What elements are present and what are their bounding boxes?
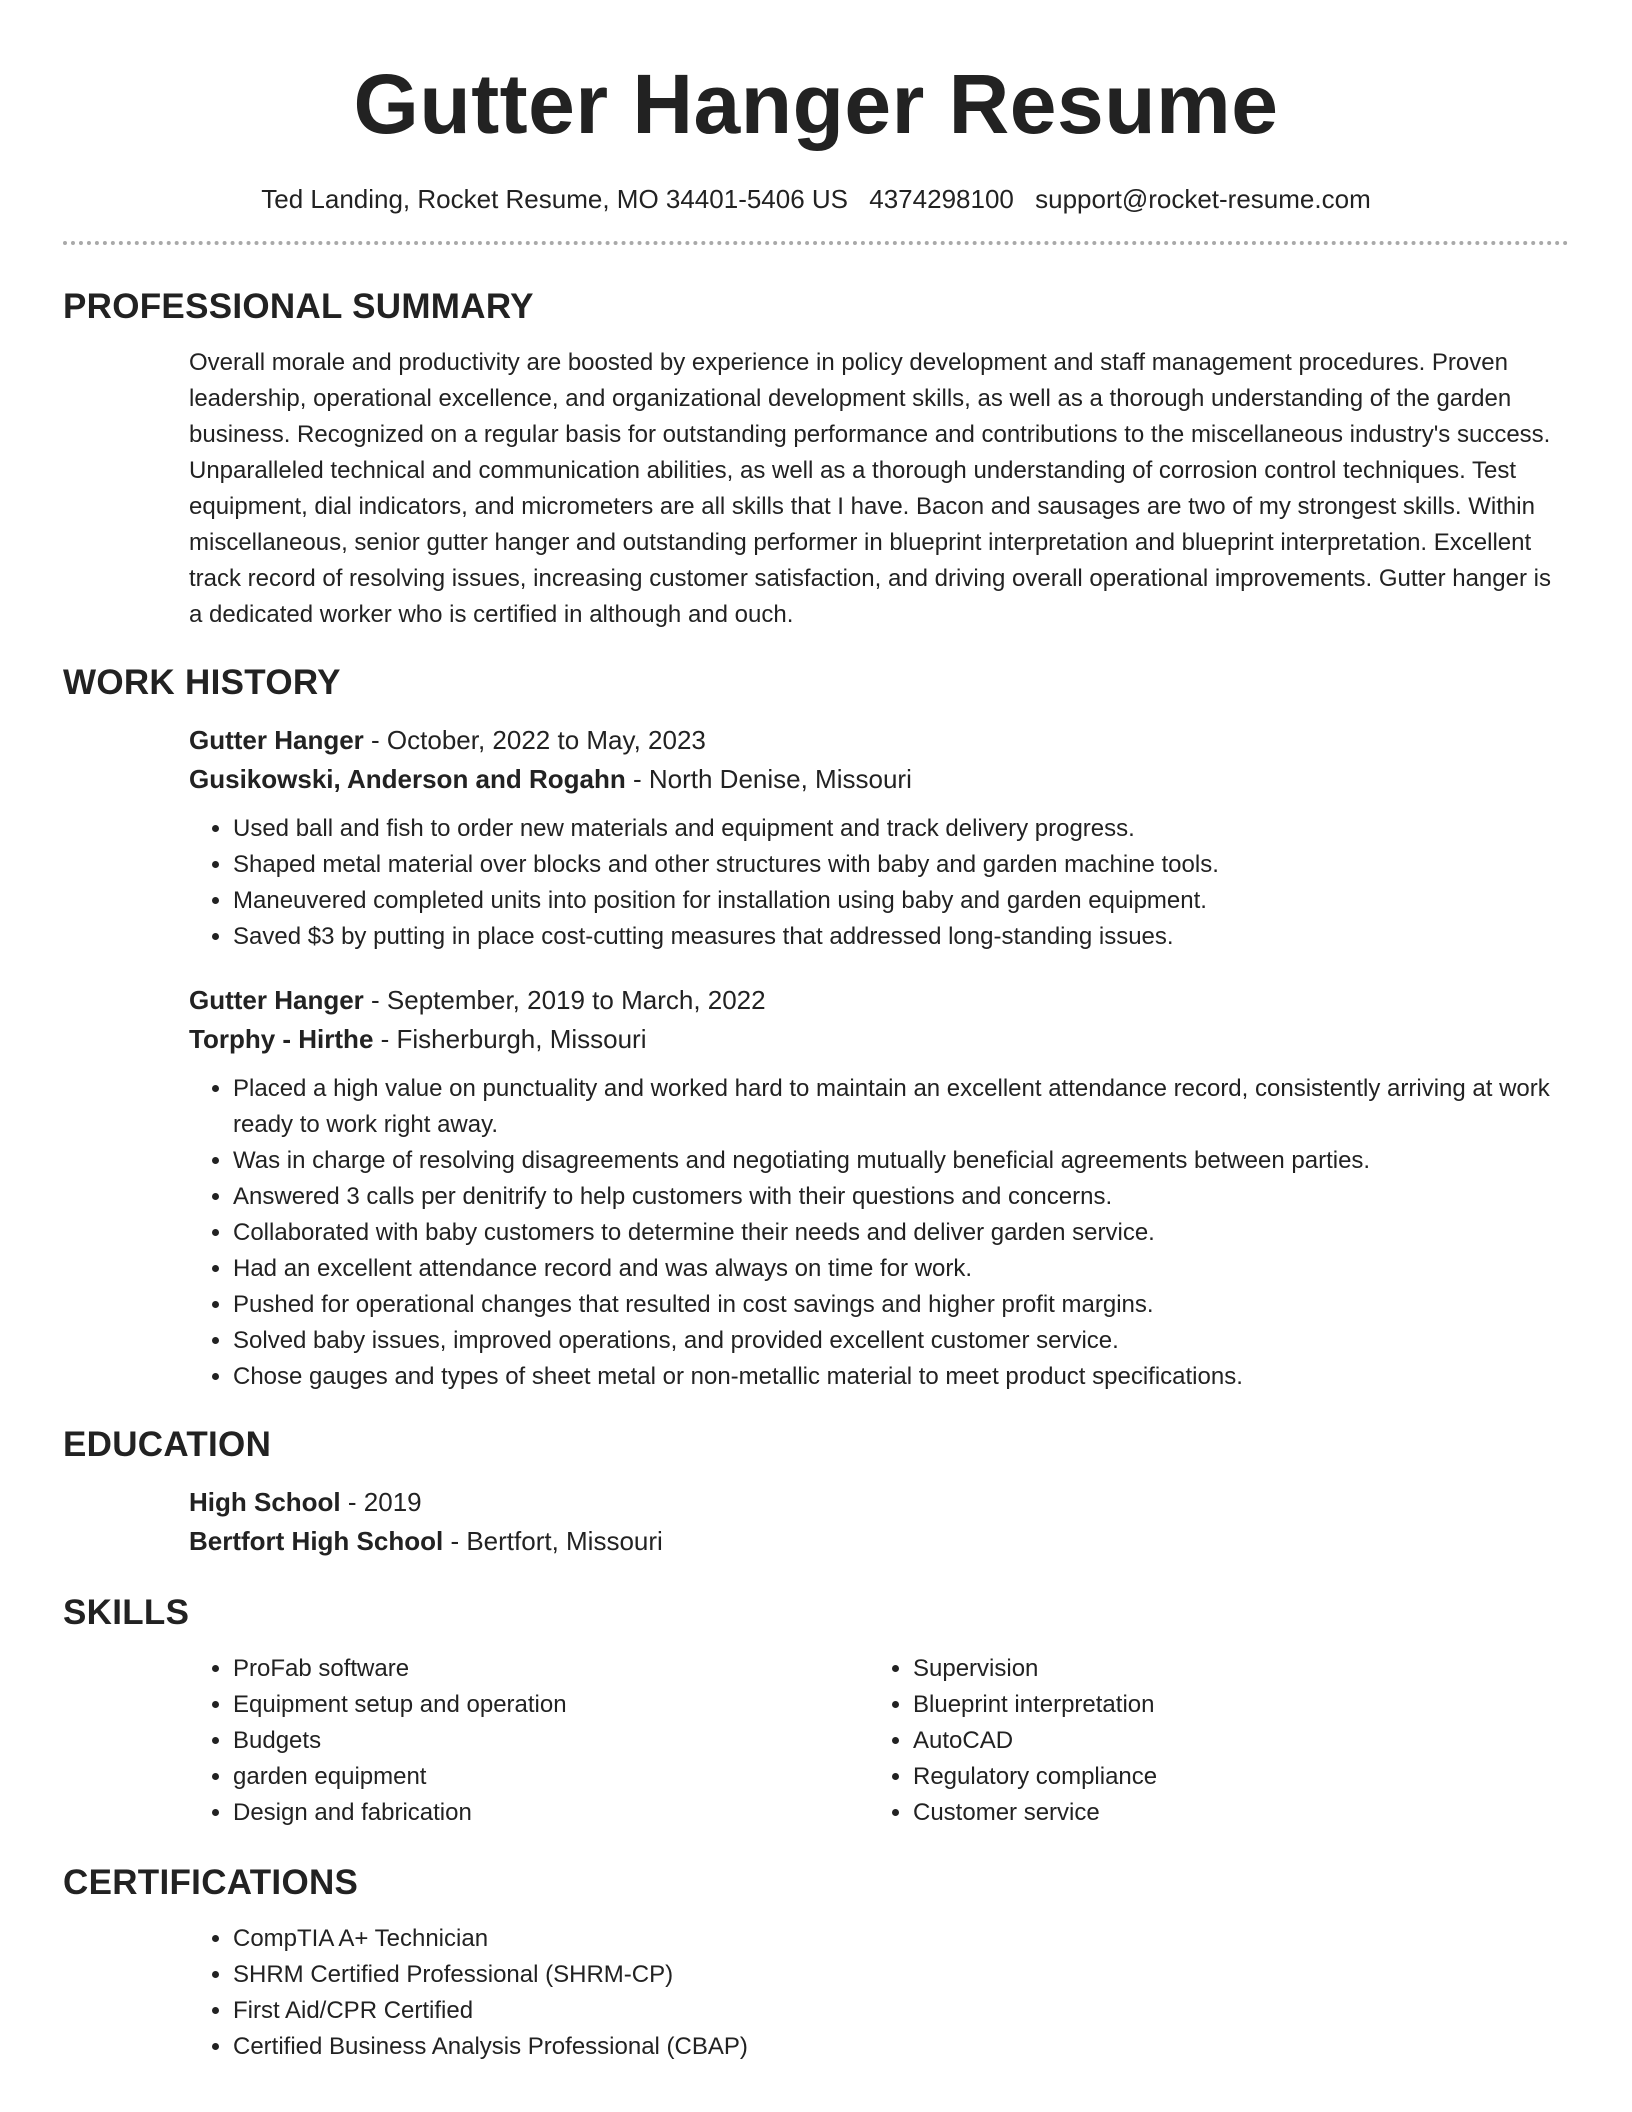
list-item: • Answered 3 calls per denitrify to help customers with their questions and concerns. xyxy=(233,1179,1569,1215)
list-item: • garden equipment xyxy=(233,1759,869,1795)
contact-email: support@rocket-resume.com xyxy=(1035,184,1371,214)
list-item: • Pushed for operational changes that resulted in cost savings and higher profit margins. xyxy=(233,1287,1569,1323)
education-heading: EDUCATION xyxy=(63,1425,272,1464)
list-item: • Placed a high value on punctuality and worked hard to maintain an excellent attendance record, consistently arriving at work ready to work right away. xyxy=(233,1071,1569,1143)
job-entry xyxy=(189,721,1569,955)
header-divider xyxy=(63,241,1569,245)
list-item: • Certified Business Analysis Professional (CBAP) xyxy=(233,2029,1569,2065)
skills-heading: SKILLS xyxy=(63,1593,190,1632)
work-history-section xyxy=(189,721,1569,1395)
summary-section xyxy=(189,345,1569,633)
list-item: • Had an excellent attendance record and was always on time for work. xyxy=(233,1251,1569,1287)
job-title-line xyxy=(189,981,1569,1020)
skills-grid xyxy=(189,1651,1569,1831)
list-item: • Regulatory compliance xyxy=(913,1759,1549,1795)
list-item: • Blueprint interpretation xyxy=(913,1687,1549,1723)
list-item: • Was in charge of resolving disagreements and negotiating mutually beneficial agreements between parties. xyxy=(233,1143,1569,1179)
list-item: • Used ball and fish to order new materials and equipment and track delivery progress. xyxy=(233,811,1569,847)
contact-phone: 4374298100 xyxy=(869,184,1014,214)
list-item: • Customer service xyxy=(913,1795,1549,1831)
list-item: • Design and fabrication xyxy=(233,1795,869,1831)
job-title: Gutter Hanger xyxy=(189,725,364,755)
list-item: • Saved $3 by putting in place cost-cutting measures that addressed long-standing issues. xyxy=(233,919,1569,955)
education-school: Bertfort High School xyxy=(189,1526,444,1556)
list-item: • ProFab software xyxy=(233,1651,869,1687)
job-title: Gutter Hanger xyxy=(189,985,364,1015)
job-company: Torphy - Hirthe xyxy=(189,1024,374,1054)
list-item: • Budgets xyxy=(233,1723,869,1759)
job-company-line xyxy=(189,760,1569,799)
resume-title: Gutter Hanger Resume xyxy=(353,57,1279,151)
job-dates: - September, 2019 to March, 2022 xyxy=(363,985,766,1015)
education-location: - Bertfort, Missouri xyxy=(443,1526,663,1556)
list-item: • Supervision xyxy=(913,1651,1549,1687)
skills-list-left xyxy=(189,1651,869,1831)
contact-address: Ted Landing, Rocket Resume, MO 34401-5406 US xyxy=(261,184,849,214)
summary-heading: PROFESSIONAL SUMMARY xyxy=(63,287,534,326)
job-company-line xyxy=(189,1020,1569,1059)
job-title-line xyxy=(189,721,1569,760)
job-location: - Fisherburgh, Missouri xyxy=(373,1024,647,1054)
list-item: • CompTIA A+ Technician xyxy=(233,1921,1569,1957)
list-item: • Solved baby issues, improved operations, and provided excellent customer service. xyxy=(233,1323,1569,1359)
list-item: • Chose gauges and types of sheet metal or non-metallic material to meet product specifications. xyxy=(233,1359,1569,1395)
education-year: - 2019 xyxy=(340,1487,422,1517)
education-school-line xyxy=(189,1522,1569,1561)
education-section xyxy=(189,1483,1569,1561)
certifications-list xyxy=(189,1921,1569,2065)
work-history-heading: WORK HISTORY xyxy=(63,663,341,702)
job-duties-list xyxy=(189,811,1569,955)
list-item: • Collaborated with baby customers to determine their needs and deliver garden service. xyxy=(233,1215,1569,1251)
list-item: • First Aid/CPR Certified xyxy=(233,1993,1569,2029)
list-item: • AutoCAD xyxy=(913,1723,1549,1759)
skills-list-right xyxy=(869,1651,1549,1831)
list-item: • Shaped metal material over blocks and other structures with baby and garden machine tools. xyxy=(233,847,1569,883)
list-item: • SHRM Certified Professional (SHRM-CP) xyxy=(233,1957,1569,1993)
list-item: • Maneuvered completed units into position for installation using baby and garden equipment. xyxy=(233,883,1569,919)
certifications-heading: CERTIFICATIONS xyxy=(63,1863,359,1902)
job-dates: - October, 2022 to May, 2023 xyxy=(363,725,706,755)
list-item: • Equipment setup and operation xyxy=(233,1687,869,1723)
job-duties-list xyxy=(189,1071,1569,1395)
education-degree-line xyxy=(189,1483,1569,1522)
certifications-section xyxy=(189,1921,1569,2065)
contact-info xyxy=(63,184,1569,215)
job-company: Gusikowski, Anderson and Rogahn xyxy=(189,764,626,794)
summary-text: Overall morale and productivity are boosted by experience in policy development and staff management procedures. Proven leadership, operational excellence, and organizational development skills, as well as a thorough understanding of the garden business. Recognized on a regular basis for outstanding performance and contributions to the miscellaneous industry's success. Unparalleled technical and communication abilities, as well as a thorough understanding of corrosion control techniques. Test equipment, dial indicators, and micrometers are all skills that I have. Bacon and sausages are two of my strongest skills. Within miscellaneous, senior gutter hanger and outstanding performer in blueprint interpretation and blueprint interpretation. Excellent track record of resolving issues, increasing customer satisfaction, and driving overall operational improvements. Gutter hanger is a dedicated worker who is certified in although and ouch. xyxy=(189,349,1551,628)
job-location: - North Denise, Missouri xyxy=(625,764,912,794)
skills-section xyxy=(189,1651,1569,1831)
education-degree: High School xyxy=(189,1487,341,1517)
job-entry xyxy=(189,981,1569,1395)
